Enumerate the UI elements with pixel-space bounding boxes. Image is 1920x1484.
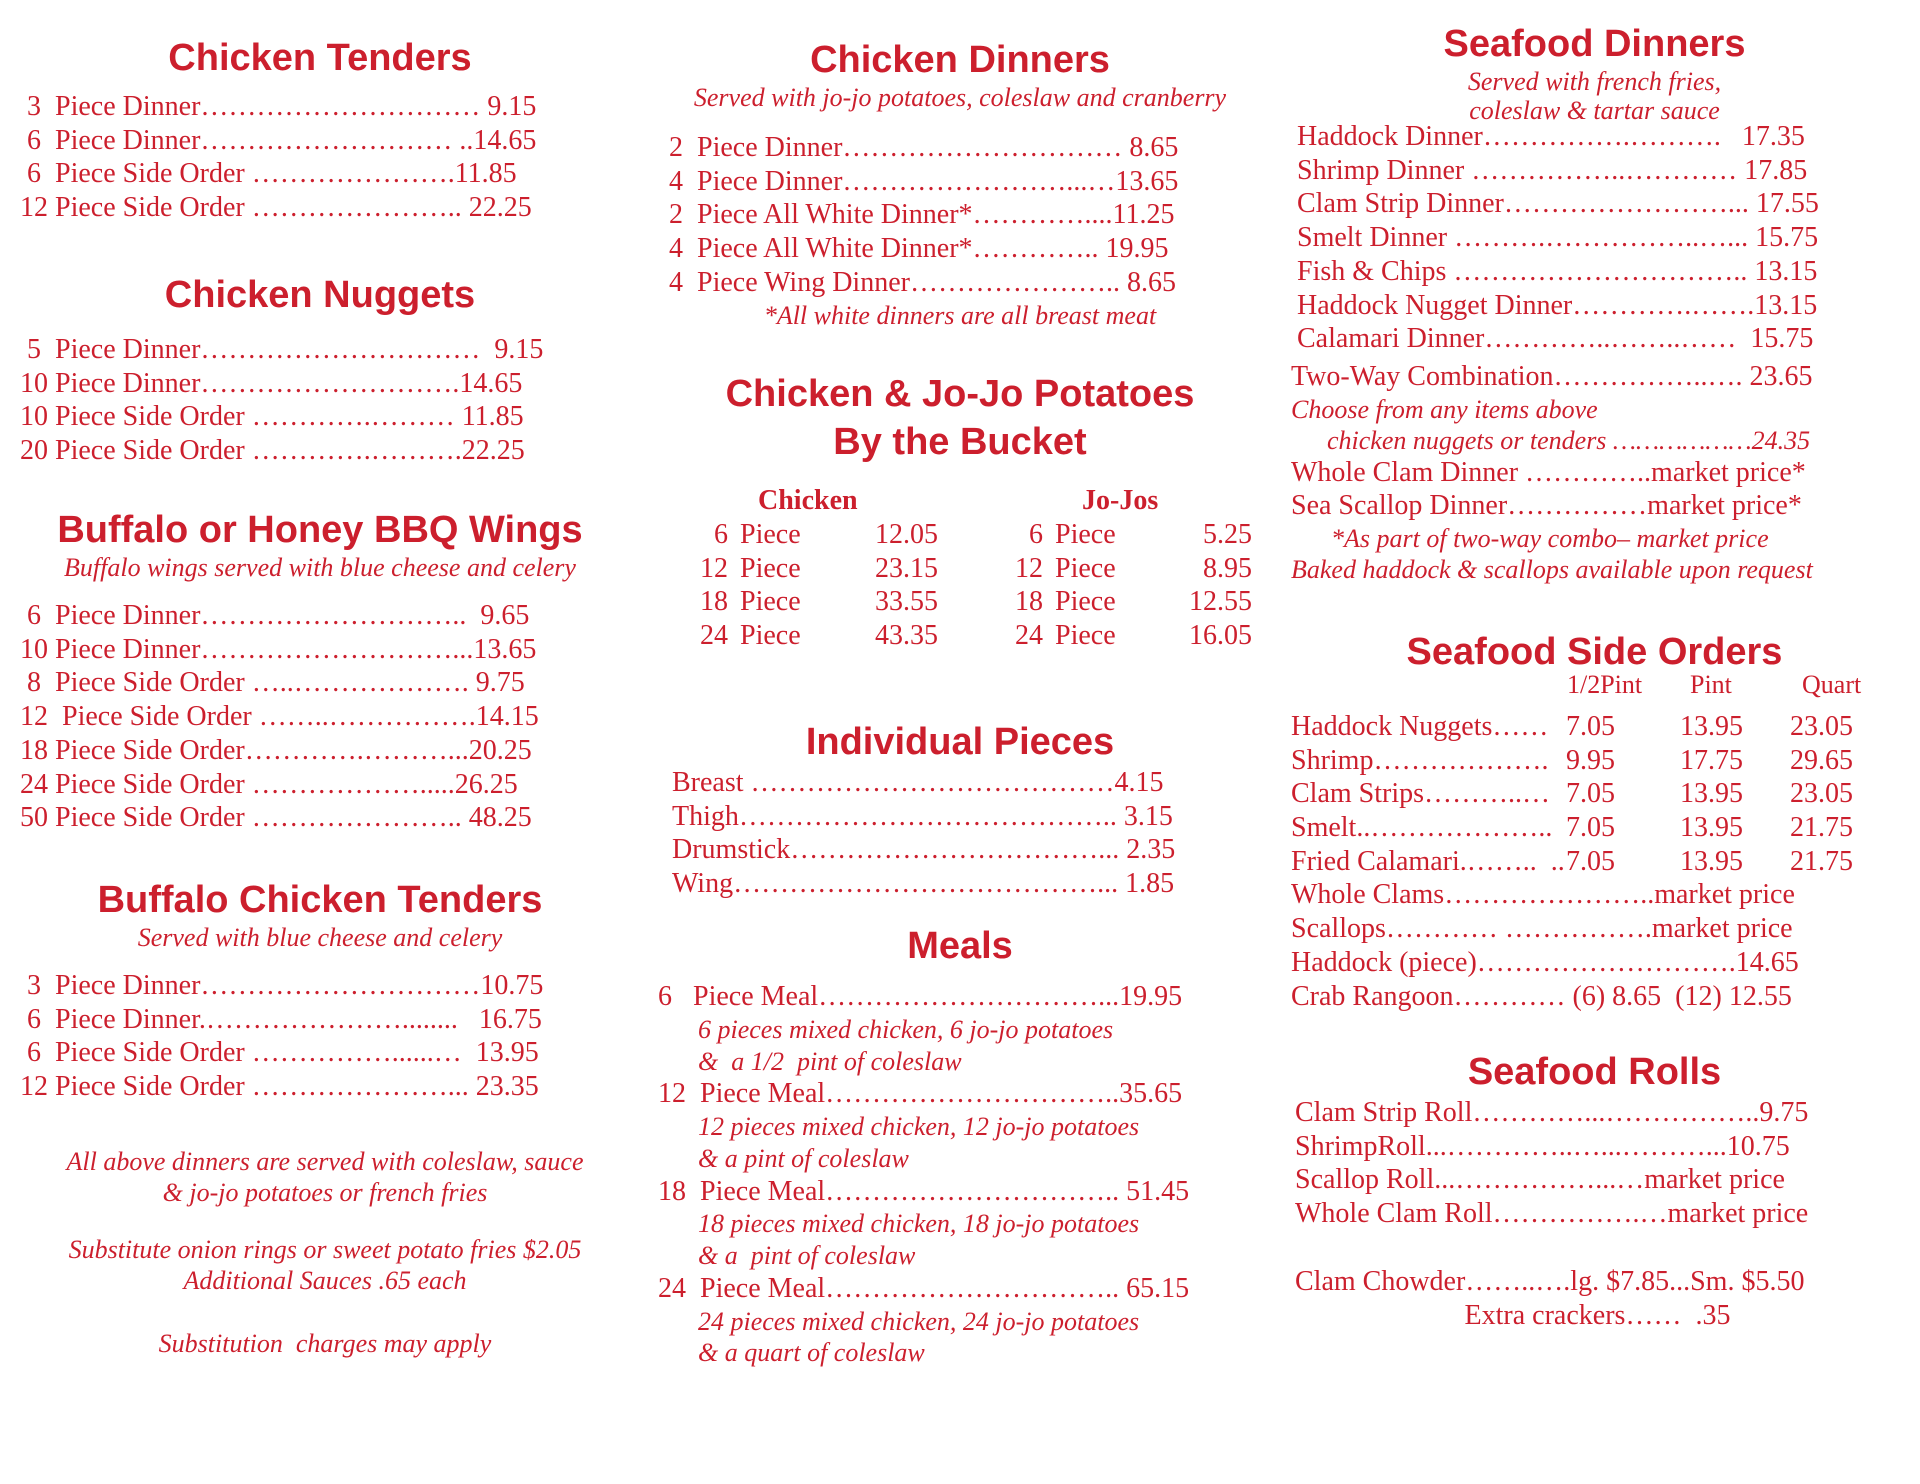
menu-note: chicken nuggets or tenders ………………24.35 bbox=[1327, 425, 1811, 455]
bucket-count: 12 bbox=[700, 552, 728, 584]
menu-item: Whole Clams…………………..market price bbox=[1291, 879, 1795, 911]
section-subtitle: Served with jo-jo potatoes, coleslaw and cranberry bbox=[693, 83, 1227, 112]
bucket-count: 12 bbox=[1015, 552, 1043, 584]
menu-item: 20 Piece Side Order ………….……….22.25 bbox=[20, 435, 525, 467]
menu-item: 4 Piece Wing Dinner………………….. 8.65 bbox=[662, 266, 1176, 298]
bucket-row bbox=[650, 518, 1280, 552]
side-half-pint-price: 7.05 bbox=[1566, 812, 1615, 844]
section-bucket bbox=[650, 372, 1280, 664]
bucket-count: 6 bbox=[714, 519, 728, 550]
side-half-pint-price: 9.95 bbox=[1566, 744, 1615, 776]
menu-item: 6 Piece Side Order ……………......… 13.95 bbox=[20, 1037, 539, 1069]
menu-item: 50 Piece Side Order ………………….. 48.25 bbox=[20, 802, 532, 834]
bucket-table bbox=[650, 484, 1280, 664]
bucket-label: Piece bbox=[740, 586, 801, 618]
menu-item: 6 Piece Dinner……………………….. 9.65 bbox=[20, 600, 530, 631]
side-order-row bbox=[1291, 710, 1910, 744]
meal-description: & a pint of coleslaw bbox=[698, 1241, 916, 1271]
menu-item: Smelt Dinner ……….……………..…... 15.75 bbox=[1297, 222, 1819, 254]
side-quart-price: 23.05 bbox=[1790, 711, 1853, 742]
meal-item: 12 Piece Meal…………………………..35.65 bbox=[658, 1078, 1183, 1110]
bucket-label: Piece bbox=[1055, 586, 1116, 618]
side-half-pint-price: 7.05 bbox=[1566, 778, 1615, 810]
menu-item-chowder: Clam Chowder……..….lg. $7.85...Sm. $5.50 bbox=[1295, 1265, 1805, 1297]
bucket-chicken-price: 43.35 bbox=[875, 620, 938, 652]
section-buffalo-tenders bbox=[20, 878, 630, 1104]
bucket-count: 6 bbox=[1029, 519, 1043, 550]
meal-item: 6 Piece Meal…………………………...19.95 bbox=[658, 981, 1183, 1012]
footnote: Substitution charges may apply bbox=[158, 1329, 492, 1358]
menu-item: Breast …………………………………4.15 bbox=[672, 767, 1164, 798]
section-title-line2: By the Bucket bbox=[833, 421, 1087, 463]
footnote: All above dinners are served with coleslaw, sauce bbox=[66, 1147, 584, 1176]
side-name: Smelt..……………….. bbox=[1291, 812, 1553, 844]
meal-description: 12 pieces mixed chicken, 12 jo-jo potatoes bbox=[698, 1112, 1140, 1141]
section-title: Individual Pieces bbox=[805, 721, 1115, 763]
section-chicken-tenders bbox=[20, 36, 630, 225]
menu-note: Choose from any items above bbox=[1291, 394, 1598, 424]
menu-item: Two-Way Combination……………..…. 23.65 bbox=[1291, 360, 1813, 392]
meal-description: 24 pieces mixed chicken, 24 jo-jo potatoes bbox=[698, 1306, 1140, 1336]
menu-item: Crab Rangoon………… (6) 8.65 (12) 12.55 bbox=[1291, 980, 1792, 1012]
menu-item: 10 Piece Side Order ………….……… 11.85 bbox=[20, 401, 524, 433]
menu-item: 6 Piece Dinner.…………………........ 16.75 bbox=[20, 1003, 542, 1035]
menu-item: Whole Clam Dinner …………..market price* bbox=[1291, 456, 1806, 488]
bucket-row bbox=[650, 552, 1280, 586]
menu-item: Scallops………… …………….market price bbox=[1291, 913, 1793, 945]
section-note: *All white dinners are all breast meat bbox=[763, 300, 1157, 330]
section-meals bbox=[650, 924, 1280, 1369]
bucket-count: 24 bbox=[1015, 620, 1043, 652]
menu-item: 8 Piece Side Order …..………………. 9.75 bbox=[20, 667, 525, 699]
section-title: Buffalo Chicken Tenders bbox=[97, 879, 543, 921]
menu-item: Sea Scallop Dinner……………market price* bbox=[1291, 490, 1802, 522]
bucket-label: Piece bbox=[1055, 552, 1116, 584]
side-quart-price: 23.05 bbox=[1790, 778, 1853, 810]
menu-item: Haddock Nugget Dinner………….…….13.15 bbox=[1297, 289, 1818, 321]
column-header-pint: Pint bbox=[1690, 670, 1732, 699]
section-title: Chicken & Jo-Jo Potatoes bbox=[725, 373, 1195, 415]
bucket-chicken-price: 12.05 bbox=[875, 519, 938, 550]
bucket-jojo-price: 16.05 bbox=[1189, 620, 1252, 652]
bucket-jojo-price: 8.95 bbox=[1203, 552, 1252, 584]
menu-item: Whole Clam Roll…………….…market price bbox=[1295, 1198, 1809, 1230]
side-name: Clam Strips………..… bbox=[1291, 778, 1551, 810]
section-title: Seafood Side Orders bbox=[1406, 631, 1783, 673]
section-title: Seafood Dinners bbox=[1443, 23, 1746, 65]
side-order-row bbox=[1291, 811, 1910, 845]
menu-item: Calamari Dinner…………..……..…… 15.75 bbox=[1297, 323, 1814, 355]
menu-item: 18 Piece Side Order………….………...20.25 bbox=[20, 734, 532, 766]
sides-header-row bbox=[1285, 670, 1910, 704]
jojo-header: Jo-Jos bbox=[1082, 485, 1159, 516]
side-name: Haddock Nuggets…… bbox=[1291, 711, 1549, 742]
bucket-label: Piece bbox=[740, 552, 801, 584]
section-title: Buffalo or Honey BBQ Wings bbox=[57, 509, 583, 551]
menu-item: Haddock (piece)……………………….14.65 bbox=[1291, 946, 1799, 978]
menu-item: Clam Strip Roll…………...……………..9.75 bbox=[1295, 1097, 1809, 1128]
bucket-label: Piece bbox=[1055, 620, 1116, 652]
bucket-label: Piece bbox=[740, 620, 801, 652]
side-order-row bbox=[1291, 777, 1910, 811]
menu-item: 10 Piece Dinner………………………...13.65 bbox=[20, 633, 537, 665]
footnotes bbox=[20, 1146, 630, 1359]
section-seafood-sides bbox=[1285, 630, 1910, 1013]
bucket-jojo-price: 5.25 bbox=[1203, 519, 1252, 550]
menu-item: Fish & Chips ………………………….. 13.15 bbox=[1297, 255, 1818, 287]
menu-item-crackers: Extra crackers…… .35 bbox=[1464, 1299, 1731, 1331]
meal-description: & a 1/2 pint of coleslaw bbox=[698, 1046, 962, 1076]
section-individual-pieces bbox=[650, 720, 1280, 901]
menu-item: Drumstick……………………………... 2.35 bbox=[672, 834, 1176, 866]
menu-item: 12 Piece Side Order …………………... 23.35 bbox=[20, 1071, 539, 1103]
footnote: Additional Sauces .65 each bbox=[183, 1266, 467, 1295]
menu-item: ShrimpRoll...…………..…...………...10.75 bbox=[1295, 1130, 1790, 1162]
menu-item: 3 Piece Dinner…………………………10.75 bbox=[20, 970, 544, 1001]
section-title: Chicken Nuggets bbox=[164, 274, 476, 316]
menu-item: 12 Piece Side Order ………………….. 22.25 bbox=[20, 192, 532, 224]
bucket-chicken-price: 23.15 bbox=[875, 552, 938, 584]
bucket-count: 18 bbox=[700, 586, 728, 618]
section-chicken-dinners bbox=[650, 38, 1280, 331]
menu-note: *As part of two-way combo– market price bbox=[1331, 524, 1769, 554]
section-title: Chicken Tenders bbox=[168, 37, 472, 79]
side-quart-price: 21.75 bbox=[1790, 845, 1853, 877]
bucket-label: Piece bbox=[1055, 519, 1116, 550]
column-header-half-pint: 1/2Pint bbox=[1567, 670, 1643, 699]
menu-item: 5 Piece Dinner………………………… 9.15 bbox=[20, 334, 544, 365]
bucket-label: Piece bbox=[740, 519, 801, 550]
meal-item: 18 Piece Meal………………………….. 51.45 bbox=[658, 1175, 1190, 1207]
menu-item: 2 Piece Dinner………………………… 8.65 bbox=[662, 132, 1179, 163]
menu-item: Clam Strip Dinner……………………... 17.55 bbox=[1297, 188, 1819, 220]
side-quart-price: 29.65 bbox=[1790, 744, 1853, 776]
section-subtitle: Served with french fries, bbox=[1467, 67, 1722, 96]
side-half-pint-price: 7.05 bbox=[1566, 711, 1615, 742]
section-wings bbox=[20, 508, 630, 835]
section-subtitle: Served with blue cheese and celery bbox=[137, 923, 503, 952]
side-half-pint-price: 7.05 bbox=[1566, 845, 1615, 877]
menu-item: 24 Piece Side Order ……………….....26.25 bbox=[20, 768, 518, 800]
section-subtitle: coleslaw & tartar sauce bbox=[1469, 96, 1720, 125]
side-pint-price: 13.95 bbox=[1680, 711, 1743, 742]
section-chicken-nuggets bbox=[20, 273, 630, 468]
bucket-count: 18 bbox=[1015, 586, 1043, 618]
menu-item: Wing…………………………………... 1.85 bbox=[672, 868, 1175, 900]
side-pint-price: 13.95 bbox=[1680, 778, 1743, 810]
bucket-row bbox=[650, 585, 1280, 619]
menu-item: 4 Piece Dinner……………………...…13.65 bbox=[662, 165, 1179, 197]
bucket-chicken-price: 33.55 bbox=[875, 586, 938, 618]
menu-item: 12 Piece Side Order ……..…………….14.15 bbox=[20, 701, 539, 733]
column-header-quart: Quart bbox=[1802, 670, 1862, 699]
meal-item: 24 Piece Meal………………………….. 65.15 bbox=[658, 1272, 1190, 1304]
bucket-count: 24 bbox=[700, 620, 728, 652]
menu-item: Shrimp Dinner ……………..………… 17.85 bbox=[1297, 154, 1808, 186]
meal-description: 6 pieces mixed chicken, 6 jo-jo potatoes bbox=[698, 1014, 1114, 1044]
side-name: Shrimp………………. bbox=[1291, 744, 1549, 776]
menu-note: Baked haddock & scallops available upon request bbox=[1291, 555, 1813, 585]
menu-item: 6 Piece Dinner……………………… ..14.65 bbox=[20, 124, 537, 156]
bucket-jojo-price: 12.55 bbox=[1189, 586, 1252, 618]
side-name: Fried Calamari.…….. .. bbox=[1291, 845, 1565, 877]
section-seafood-rolls bbox=[1285, 1050, 1910, 1332]
section-title: Chicken Dinners bbox=[810, 39, 1110, 81]
side-order-row bbox=[1291, 744, 1910, 778]
bucket-row bbox=[650, 619, 1280, 653]
side-pint-price: 13.95 bbox=[1680, 845, 1743, 877]
meal-description: & a pint of coleslaw bbox=[698, 1143, 909, 1173]
menu-item: 6 Piece Side Order ………………….11.85 bbox=[20, 158, 517, 190]
side-order-row bbox=[1291, 845, 1910, 879]
side-quart-price: 21.75 bbox=[1790, 812, 1853, 844]
menu-item: Scallop Roll...……………...…market price bbox=[1295, 1164, 1785, 1196]
section-seafood-dinners bbox=[1285, 22, 1910, 585]
side-pint-price: 17.75 bbox=[1680, 744, 1743, 776]
footnote: & jo-jo potatoes or french fries bbox=[162, 1178, 488, 1207]
chicken-header: Chicken bbox=[758, 485, 858, 516]
footnote: Substitute onion rings or sweet potato fries $2.05 bbox=[68, 1235, 582, 1264]
menu-item: 2 Piece All White Dinner*…………....11.25 bbox=[662, 199, 1175, 231]
side-pint-price: 13.95 bbox=[1680, 812, 1743, 844]
meal-description: 18 pieces mixed chicken, 18 jo-jo potatoes bbox=[698, 1209, 1140, 1239]
menu-item: 3 Piece Dinner………………………… 9.15 bbox=[20, 91, 537, 122]
menu-item: 10 Piece Dinner……………………….14.65 bbox=[20, 367, 523, 399]
menu-item: Thigh………………………………….. 3.15 bbox=[672, 800, 1173, 832]
section-subtitle: Buffalo wings served with blue cheese and celery bbox=[64, 553, 576, 582]
menu-item: 4 Piece All White Dinner*………….. 19.95 bbox=[662, 233, 1169, 265]
section-title: Seafood Rolls bbox=[1467, 1051, 1722, 1093]
meal-description: & a quart of coleslaw bbox=[698, 1338, 925, 1368]
section-title: Meals bbox=[907, 925, 1013, 967]
menu-item: Haddock Dinner…………….………. 17.35 bbox=[1297, 121, 1805, 152]
